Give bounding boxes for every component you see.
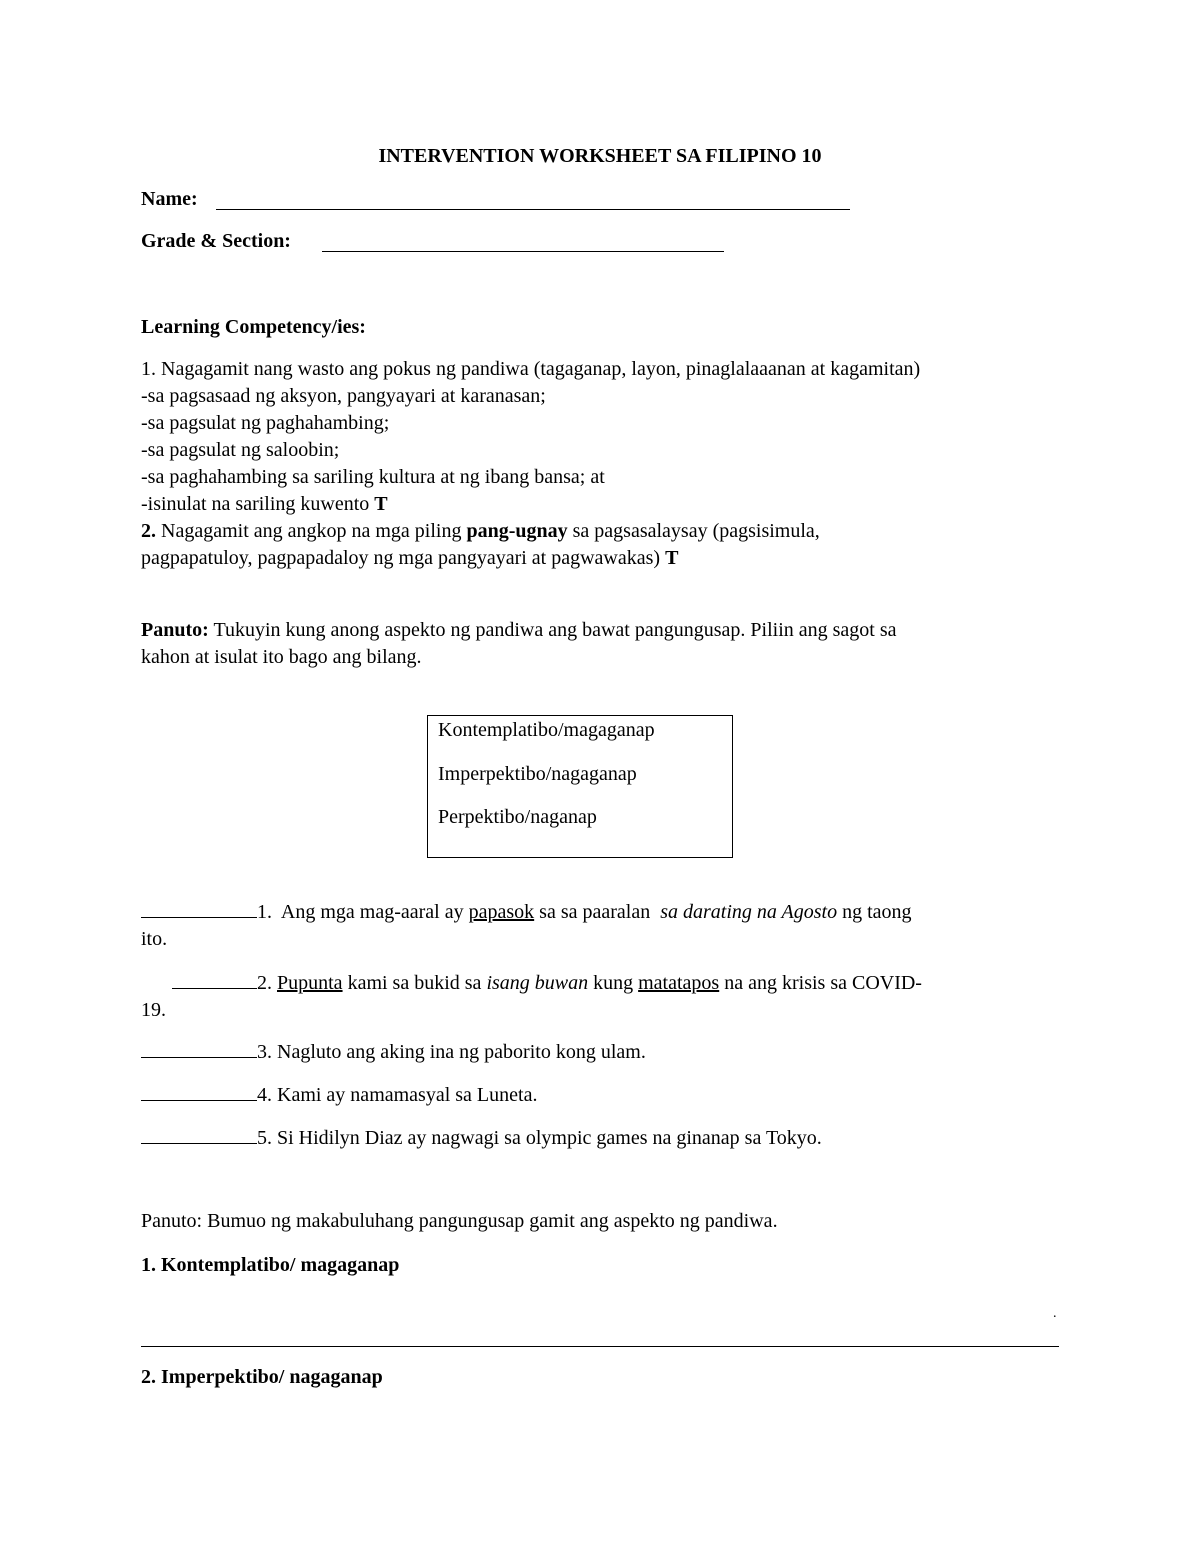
competency-item-2-bold: pang-ugnay bbox=[466, 520, 568, 542]
choice-kontemplatibo: Kontemplatibo/magaganap bbox=[438, 719, 655, 741]
panuto-1-text-2: kahon at isulat ito bago ang bilang. bbox=[141, 646, 422, 668]
part2-heading-2: 2. Imperpektibo/ nagaganap bbox=[141, 1366, 383, 1388]
competency-item-2-num: 2. bbox=[141, 520, 156, 542]
item-5-num: 5. bbox=[257, 1127, 272, 1149]
sentence-line-1[interactable] bbox=[141, 1346, 1059, 1347]
item-1 bbox=[141, 899, 912, 953]
competency-sub-4: -sa paghahambing sa sariling kultura at ng ibang bansa; at bbox=[141, 466, 605, 488]
item-2-line1 bbox=[141, 970, 922, 997]
part2-heading-1: 1. Kontemplatibo/ magaganap bbox=[141, 1254, 400, 1276]
competency-item-2-text-b: sa pagsasalaysay (pagsisimula, bbox=[572, 520, 820, 542]
item-2-num: 2. bbox=[257, 972, 272, 994]
item-1-text-b: sa sa paaralan bbox=[539, 901, 651, 923]
name-label: Name: bbox=[141, 188, 198, 210]
competency-sub-2: -sa pagsulat ng paghahambing; bbox=[141, 412, 390, 434]
item-1-cont: ito. bbox=[141, 928, 168, 950]
competency-item-1-text: 1. Nagagamit nang wasto ang pokus ng pandiwa (tagaganap, layon, pinaglalaaanan at kagamitan) bbox=[141, 358, 921, 380]
item-3-text: Nagluto ang aking ina ng paborito kong ulam. bbox=[277, 1041, 646, 1063]
competency-sub-1: -sa pagsasaad ng aksyon, pangyayari at karanasan; bbox=[141, 385, 546, 407]
item-2-italic-time: isang buwan bbox=[486, 972, 589, 994]
answer-blank-5[interactable] bbox=[141, 1125, 257, 1144]
choice-imperpektibo: Imperpektibo/nagaganap bbox=[438, 763, 637, 785]
competency-heading: Learning Competency/ies: bbox=[141, 316, 366, 338]
competency-item-2-line2 bbox=[141, 545, 920, 572]
competency-sub-3: -sa pagsulat ng saloobin; bbox=[141, 439, 340, 461]
item-2-underlined-verb-1: Pupunta bbox=[277, 972, 343, 994]
item-1-italic-time: sa darating na Agosto bbox=[660, 901, 838, 923]
item-1-underlined-verb: papasok bbox=[468, 901, 535, 923]
panuto-2: Panuto: Bumuo ng makabuluhang pangungusap gamit ang aspekto ng pandiwa. bbox=[141, 1210, 778, 1232]
item-4-num: 4. bbox=[257, 1084, 272, 1106]
competency-sub-5 bbox=[141, 491, 920, 518]
item-5 bbox=[141, 1125, 822, 1152]
item-2-cont: 19. bbox=[141, 999, 166, 1021]
answer-blank-1[interactable] bbox=[141, 899, 257, 918]
competency-sub-mark: T bbox=[374, 493, 388, 515]
item-1-line1 bbox=[141, 899, 912, 926]
name-field[interactable] bbox=[216, 209, 850, 210]
competency-item-2 bbox=[141, 518, 920, 545]
competency-sub-5-text: -isinulat na sariling kuwento bbox=[141, 493, 370, 515]
panuto-1-line1 bbox=[141, 617, 897, 644]
answer-blank-4[interactable] bbox=[141, 1082, 257, 1101]
item-5-text: Si Hidilyn Diaz ay nagwagi sa olympic games na ginanap sa Tokyo. bbox=[277, 1127, 822, 1149]
item-3-num: 3. bbox=[257, 1041, 272, 1063]
competency-item-2-mark: T bbox=[665, 547, 679, 569]
item-4 bbox=[141, 1082, 537, 1109]
item-2-text-a: kami sa bukid sa bbox=[347, 972, 482, 994]
item-4-text: Kami ay namamasyal sa Luneta. bbox=[277, 1084, 538, 1106]
item-3 bbox=[141, 1039, 646, 1066]
item-1-text-c: ng taong bbox=[842, 901, 912, 923]
item-1-text-a: Ang mga mag-aaral ay bbox=[280, 901, 464, 923]
item-2-text-c: na ang krisis sa COVID- bbox=[724, 972, 922, 994]
panuto-1-text-1: Tukuyin kung anong aspekto ng pandiwa ang bawat pangungusap. Piliin ang sagot sa bbox=[213, 619, 897, 641]
choice-perpektibo: Perpektibo/naganap bbox=[438, 806, 597, 828]
competency-item-2-line2-text: pagpapatuloy, pagpapadaloy ng mga pangyayari at pagwawakas) bbox=[141, 547, 661, 569]
item-2 bbox=[141, 970, 922, 1024]
page-title: INTERVENTION WORKSHEET SA FILIPINO 10 bbox=[378, 145, 822, 167]
answer-blank-3[interactable] bbox=[141, 1039, 257, 1058]
competency-item-1 bbox=[141, 356, 920, 572]
panuto-1-label: Panuto: bbox=[141, 619, 209, 641]
item-2-text-b: kung bbox=[593, 972, 634, 994]
answer-blank-2[interactable] bbox=[172, 970, 257, 989]
competency-item-2-text-a: Nagagamit ang angkop na mga piling bbox=[161, 520, 462, 542]
panuto-1 bbox=[141, 617, 897, 671]
grade-section-field[interactable] bbox=[322, 251, 724, 252]
part2-dot: . bbox=[1053, 1306, 1057, 1321]
item-1-num: 1. bbox=[257, 901, 272, 923]
item-2-underlined-verb-2: matatapos bbox=[638, 972, 720, 994]
grade-section-label: Grade & Section: bbox=[141, 230, 291, 252]
choices-box bbox=[427, 715, 733, 858]
